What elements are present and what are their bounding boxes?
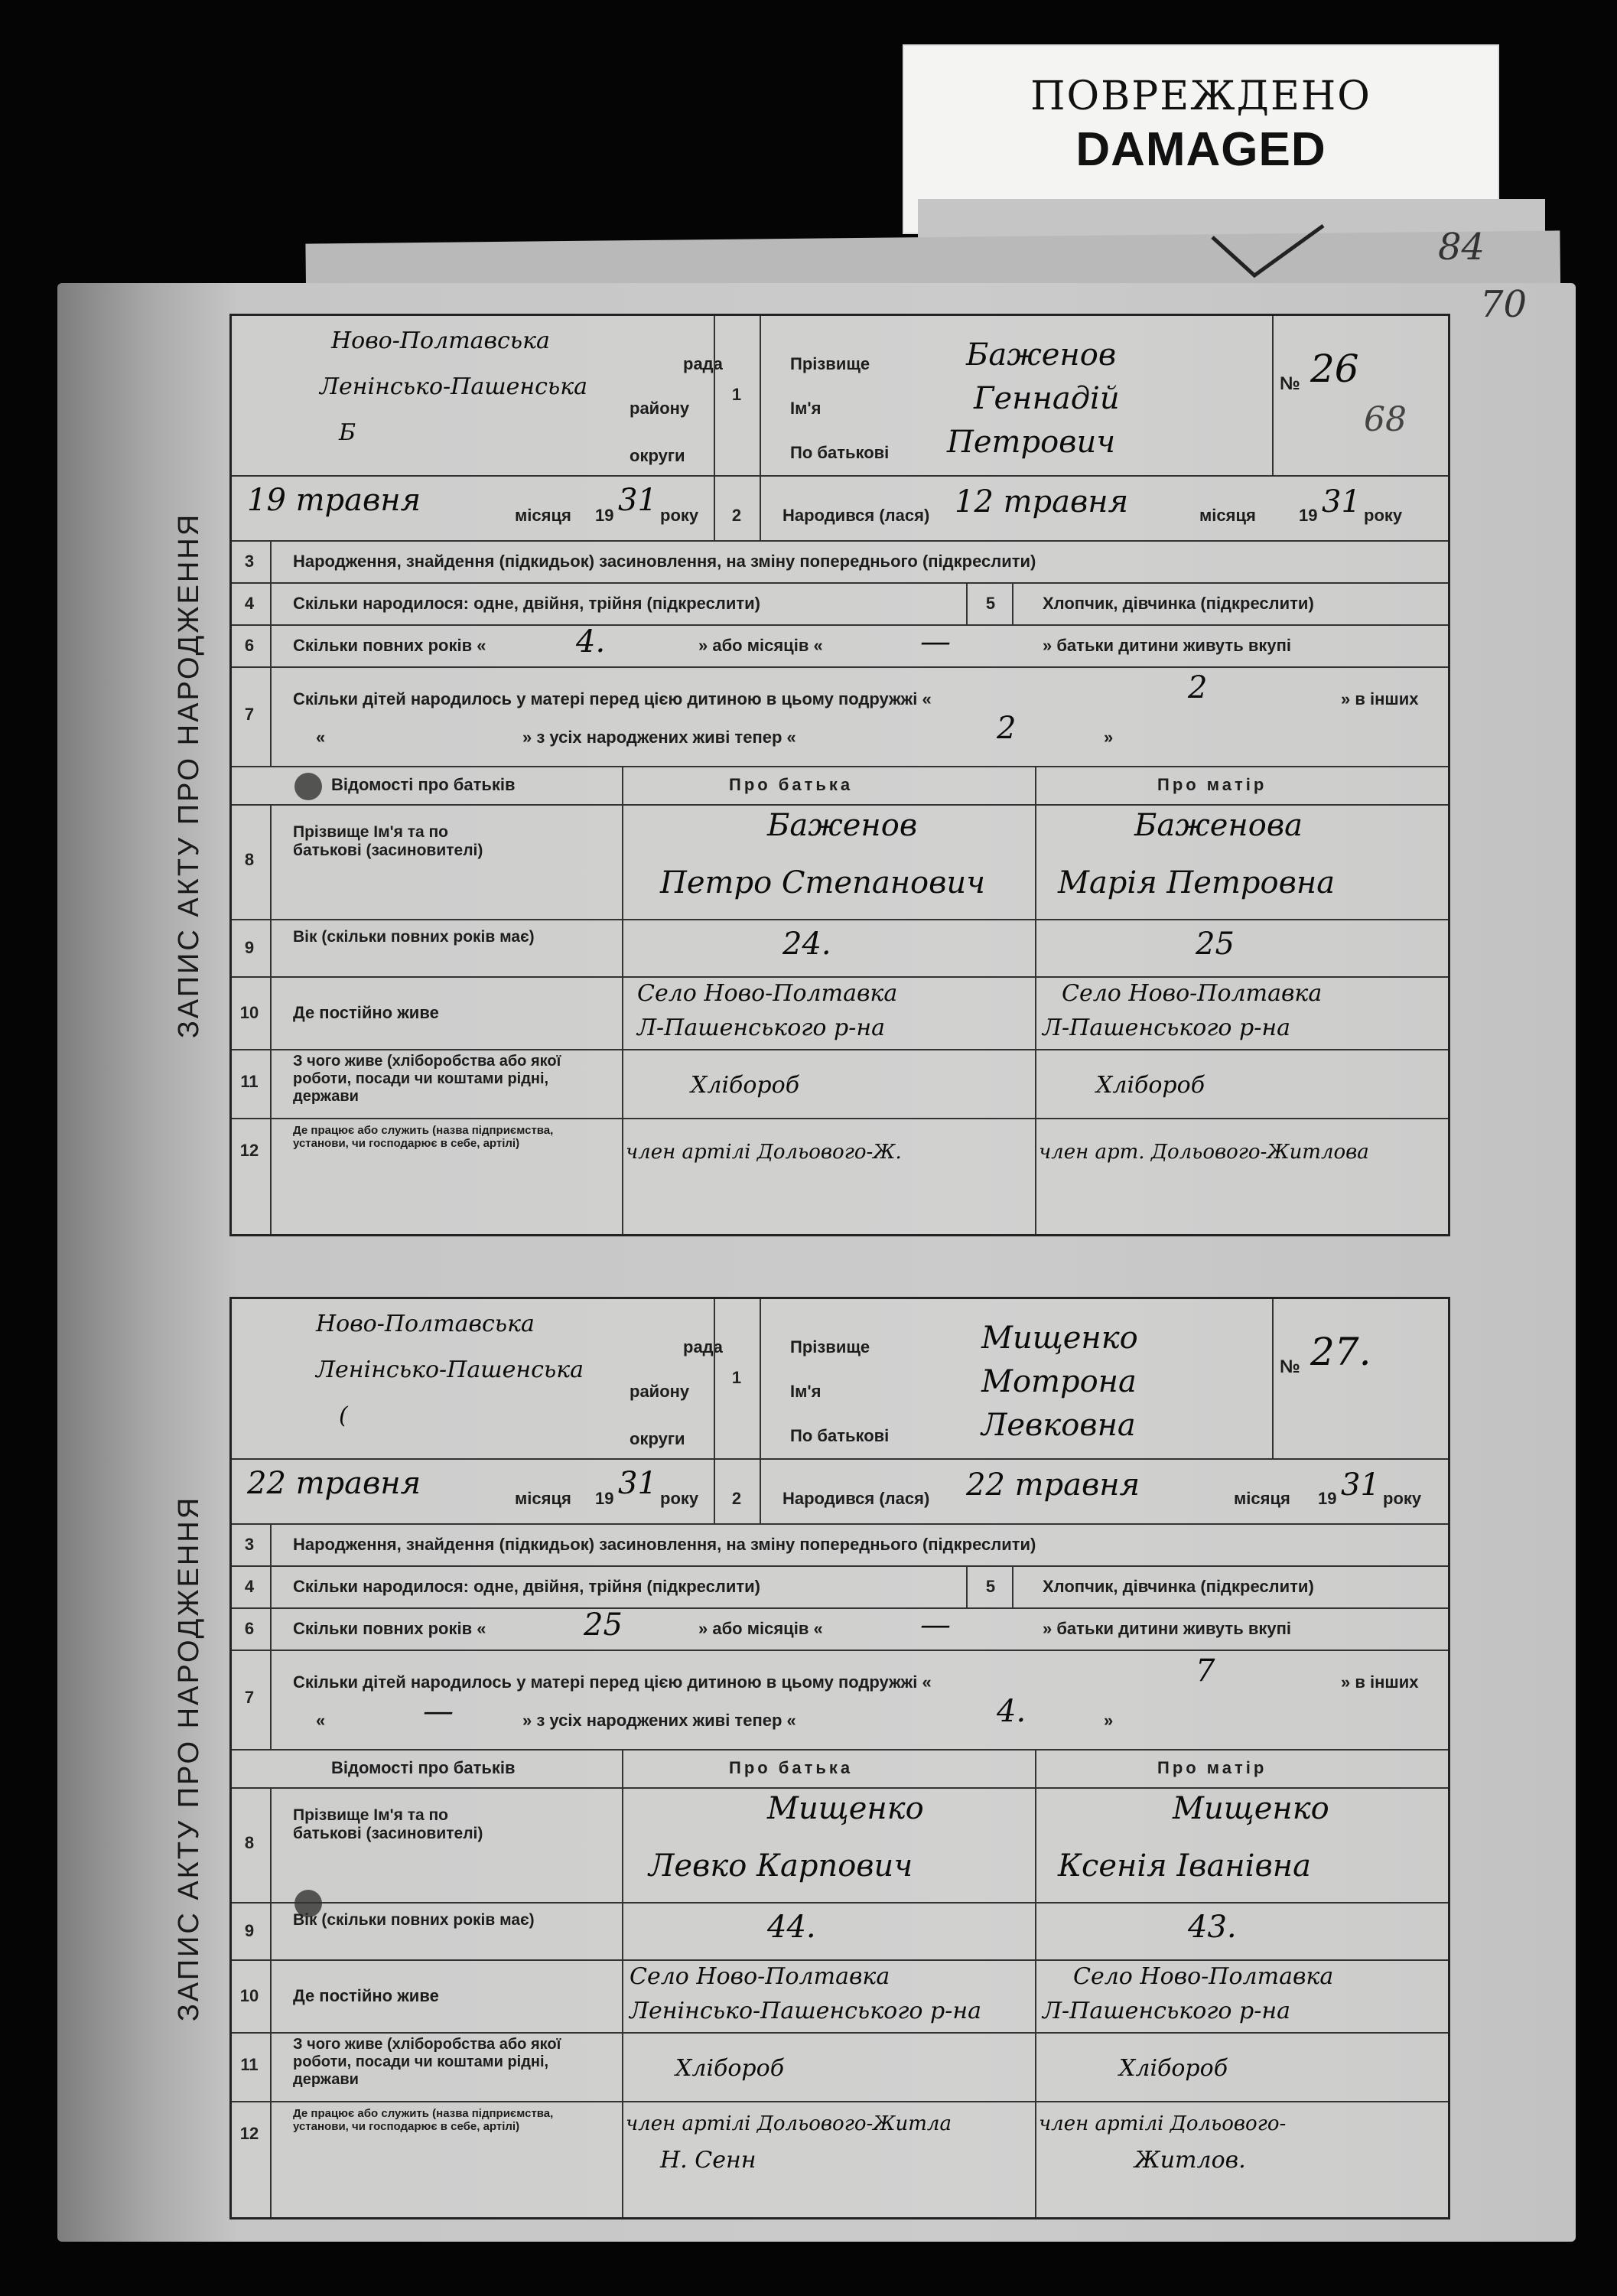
father-address-2: Л-Пашенського р-на bbox=[637, 1014, 886, 1041]
patronymic-label: По батькові bbox=[790, 443, 890, 462]
parents-header-label: Відомості про батьків bbox=[331, 775, 516, 794]
row5-label: Хлопчик, дівчинка (підкреслити) bbox=[1043, 1577, 1314, 1596]
mother-address-1: Село Ново-Полтавка bbox=[1073, 1963, 1334, 1990]
corner-number-bottom: 70 bbox=[1480, 283, 1528, 326]
reg-month: травня bbox=[295, 1466, 421, 1501]
birth-day: 22 bbox=[966, 1467, 1005, 1503]
row9-label: Вік (скільки повних років має) bbox=[293, 928, 535, 946]
row9-label: Вік (скільки повних років має) bbox=[293, 1911, 535, 1929]
year-prefix: 19 bbox=[595, 506, 614, 525]
mother-name: Ксенія Іванівна bbox=[1058, 1848, 1311, 1884]
row6-label-c: » батьки дитини живуть вкупі bbox=[1043, 636, 1292, 655]
row-10: 10 Де постійно живе Село Ново-Полтавка Ленінсько-Пашенського р-на Село Ново-Полтавка Л-Пашенського р-на bbox=[232, 1959, 1448, 2034]
district-value: Ленінсько-Пашенська bbox=[316, 1356, 584, 1383]
row-1: Ново-Полтавська рада Ленінсько-Пашенська району ( округи 1 Прізвище Мищенко Ім'я Мотрона По батькові Левковна № 27. bbox=[232, 1299, 1448, 1460]
council-value: Ново-Полтавська bbox=[316, 1311, 535, 1337]
surname-label: Прізвище bbox=[790, 1337, 870, 1356]
father-name: Петро Степанович bbox=[660, 865, 986, 900]
row12-label: Де працює або служить (назва підприємства, установи, чи господарює в себе, артілі) bbox=[293, 1124, 554, 1151]
record-number: 26 bbox=[1310, 347, 1359, 391]
reg-year: 31 bbox=[618, 1466, 657, 1501]
children-in-marriage: 2 bbox=[1188, 670, 1208, 705]
row-7: 7 Скільки дітей народилось у матері перед цією дитиною в цьому подружжі « 7 » в інших « — » з усіх народжених живі тепер « 4. » bbox=[232, 1650, 1448, 1750]
birth-year: 31 bbox=[1341, 1467, 1380, 1503]
children-in-marriage: 7 bbox=[1196, 1653, 1215, 1689]
reg-year: 31 bbox=[618, 483, 657, 518]
row-6: 6 Скільки повних років « 25 » або місяців « — » батьки дитини живуть вкупі bbox=[232, 1607, 1448, 1651]
years-together: 4. bbox=[576, 624, 606, 659]
row-9: 9 Вік (скільки повних років має) 44. 43. bbox=[232, 1902, 1448, 1961]
row7-label-c: « bbox=[316, 728, 326, 747]
father-signature: Н. Сенн bbox=[660, 2147, 756, 2174]
row-8: 8 Прізвище Ім'я та по батькові (засиновителі) Баженов Петро Степанович Баженова Марія Петровна bbox=[232, 804, 1448, 920]
misyatsya-label: місяця bbox=[515, 1489, 571, 1508]
months-together: — bbox=[920, 624, 951, 659]
patronymic-value: Петрович bbox=[947, 425, 1116, 460]
roku-label: року bbox=[660, 1489, 699, 1508]
mother-header: Про матір bbox=[1157, 775, 1267, 794]
birth-month: травня bbox=[1014, 1467, 1140, 1503]
name-label: Ім'я bbox=[790, 399, 822, 418]
surname-value: Мищенко bbox=[981, 1321, 1138, 1356]
row-2: 19 травня місяця 19 31 року 2 Народився (лася) 12 травня місяця 19 31 року bbox=[232, 475, 1448, 542]
father-livelihood: Хлібороб bbox=[691, 1072, 800, 1099]
misyatsya-label: місяця bbox=[1199, 506, 1256, 525]
mother-age: 43. bbox=[1188, 1910, 1237, 1945]
mother-address-2: Л-Пашенського р-на bbox=[1043, 1014, 1291, 1041]
row-11: 11 З чого живе (хліборобства або якої роботи, посади чи коштами рідні, держави Хлібороб Хлібороб bbox=[232, 2032, 1448, 2102]
row4-label: Скільки народилося: одне, двійня, трійня (підкреслити) bbox=[293, 594, 760, 613]
row-10: 10 Де постійно живе Село Ново-Полтавка Л-Пашенського р-на Село Ново-Полтавка Л-Пашенського р-на bbox=[232, 976, 1448, 1050]
misyatsya-label: місяця bbox=[1234, 1489, 1290, 1508]
mother-livelihood: Хлібороб bbox=[1119, 2055, 1228, 2082]
row12-label: Де працює або служить (назва підприємства, установи, чи господарює в себе, артілі) bbox=[293, 2107, 554, 2134]
mother-surname: Баженова bbox=[1134, 808, 1303, 843]
birth-day: 12 bbox=[955, 484, 994, 519]
row6-label-a: Скільки повних років « bbox=[293, 636, 486, 655]
reg-month: травня bbox=[295, 483, 421, 518]
children-alive: 4. bbox=[997, 1694, 1026, 1729]
row-12: 12 Де працює або служить (назва підприємства, установи, чи господарює в себе, артілі) член артілі Дольового-Ж. член арт. Дольового-Житлова bbox=[232, 1118, 1448, 1234]
row11-label: З чого живе (хліборобства або якої роботи, посади чи коштами рідні, держави bbox=[293, 1053, 561, 1105]
roku-label: року bbox=[1364, 506, 1403, 525]
raionu-label: району bbox=[630, 1382, 690, 1401]
record-number: 27. bbox=[1310, 1330, 1371, 1374]
okrugy-label: округи bbox=[630, 1429, 685, 1448]
father-surname: Мищенко bbox=[767, 1791, 924, 1826]
okrug-value: ( bbox=[339, 1402, 348, 1429]
father-address-1: Село Ново-Полтавка bbox=[630, 1963, 890, 1990]
damaged-label-en: DAMAGED bbox=[1075, 123, 1326, 176]
row-2: 22 травня місяця 19 31 року 2 Народився (лася) 22 травня місяця 19 31 року bbox=[232, 1458, 1448, 1525]
row-1: Ново-Полтавська рада Ленінсько-Пашенська району Б округи 1 Прізвище Баженов Ім'я Геннадій По батькові Петрович № 26 68 bbox=[232, 316, 1448, 477]
row-3: 3 Народження, знайдення (підкидьок) засиновлення, на зміну попереднього (підкреслити) bbox=[232, 540, 1448, 584]
mother-address-1: Село Ново-Полтавка bbox=[1062, 980, 1323, 1007]
roku-label: року bbox=[1383, 1489, 1422, 1508]
corner-number-top: 84 bbox=[1438, 226, 1485, 269]
row7-label-d: » з усіх народжених живі тепер « bbox=[522, 1711, 796, 1730]
okrug-value: Б bbox=[339, 419, 356, 446]
father-header: Про батька bbox=[729, 775, 854, 794]
row-4: 4 Скільки народилося: одне, двійня, трійня (підкреслити) 5 Хлопчик, дівчинка (підкреслити) bbox=[232, 1565, 1448, 1609]
row-12: 12 Де працює або служить (назва підприємства, установи, чи господарює в себе, артілі) член артілі Дольового-Житла Н. Сенн член артілі Дольового- Житлов. bbox=[232, 2101, 1448, 2217]
father-surname: Баженов bbox=[767, 808, 918, 843]
born-label: Народився (лася) bbox=[782, 1489, 930, 1508]
birth-record-2 bbox=[173, 1297, 1450, 2219]
check-mark bbox=[1209, 222, 1331, 283]
row-3: 3 Народження, знайдення (підкидьок) засиновлення, на зміну попереднього (підкреслити) bbox=[232, 1523, 1448, 1567]
surname-value: Баженов bbox=[966, 337, 1117, 373]
born-label: Народився (лася) bbox=[782, 506, 930, 525]
row7-label-e: » bbox=[1104, 1711, 1114, 1730]
children-alive: 2 bbox=[997, 711, 1017, 746]
parents-header bbox=[232, 1749, 1448, 1789]
father-address-2: Ленінсько-Пашенського р-на bbox=[630, 1998, 981, 2024]
mother-name: Марія Петровна bbox=[1058, 865, 1336, 900]
record-number-extra: 68 bbox=[1364, 400, 1407, 439]
parents-header bbox=[232, 766, 1448, 806]
mother-work: член арт. Дольового-Житлова bbox=[1039, 1141, 1369, 1164]
row10-label: Де постійно живе bbox=[293, 1986, 439, 2005]
birth-month: травня bbox=[1003, 484, 1129, 519]
row7-label-a: Скільки дітей народилось у матері перед цією дитиною в цьому подружжі « bbox=[293, 1672, 932, 1692]
year-prefix: 19 bbox=[1318, 1489, 1337, 1508]
row11-label: З чого живе (хліборобства або якої роботи, посади чи коштами рідні, держави bbox=[293, 2036, 561, 2088]
father-livelihood: Хлібороб bbox=[675, 2055, 785, 2082]
father-age: 24. bbox=[782, 927, 831, 962]
months-together: — bbox=[920, 1607, 951, 1643]
roku-label: року bbox=[660, 506, 699, 525]
father-work: член артілі Дольового-Житла bbox=[626, 2112, 952, 2135]
name-value: Мотрона bbox=[981, 1364, 1137, 1399]
father-age: 44. bbox=[767, 1910, 816, 1945]
council-value: Ново-Полтавська bbox=[331, 327, 550, 354]
row5-label: Хлопчик, дівчинка (підкреслити) bbox=[1043, 594, 1314, 613]
mother-header: Про матір bbox=[1157, 1758, 1267, 1777]
row10-label: Де постійно живе bbox=[293, 1003, 439, 1022]
row6-label-a: Скільки повних років « bbox=[293, 1619, 486, 1638]
row7-label-a: Скільки дітей народилось у матері перед цією дитиною в цьому подружжі « bbox=[293, 689, 932, 708]
mother-livelihood: Хлібороб bbox=[1096, 1072, 1205, 1099]
row8-label: Прізвище Ім'я та по батькові (засиновителі) bbox=[293, 1806, 483, 1843]
row7-label-e: » bbox=[1104, 728, 1114, 747]
birth-record-1 bbox=[173, 314, 1450, 1236]
rada-label: рада bbox=[683, 354, 723, 373]
mother-surname: Мищенко bbox=[1173, 1791, 1329, 1826]
year-prefix: 19 bbox=[1299, 506, 1318, 525]
rada-label: рада bbox=[683, 1337, 723, 1356]
patronymic-label: По батькові bbox=[790, 1426, 890, 1445]
row4-label: Скільки народилося: одне, двійня, трійня (підкреслити) bbox=[293, 1577, 760, 1596]
mother-address-2: Л-Пашенського р-на bbox=[1043, 1998, 1291, 2024]
okrugy-label: округи bbox=[630, 446, 685, 465]
parents-header-label: Відомості про батьків bbox=[331, 1758, 516, 1777]
children-other: — bbox=[423, 1694, 454, 1729]
row7-label-b: » в інших bbox=[1341, 1672, 1419, 1692]
name-value: Геннадій bbox=[974, 381, 1120, 416]
row-7: 7 Скільки дітей народилось у матері перед цією дитиною в цьому подружжі « 2 » в інших « » з усіх народжених живі тепер « 2 » bbox=[232, 666, 1448, 767]
number-sign: № bbox=[1280, 373, 1300, 394]
year-prefix: 19 bbox=[595, 1489, 614, 1508]
row7-label-d: » з усіх народжених живі тепер « bbox=[522, 728, 796, 747]
row-11: 11 З чого живе (хліборобства або якої роботи, посади чи коштами рідні, держави Хлібороб Хлібороб bbox=[232, 1049, 1448, 1119]
side-title: ЗАПИС АКТУ ПРО НАРОДЖЕННЯ bbox=[173, 1495, 206, 2021]
district-value: Ленінсько-Пашенська bbox=[320, 373, 588, 400]
surname-label: Прізвище bbox=[790, 354, 870, 373]
row7-label-c: « bbox=[316, 1711, 326, 1730]
row7-label-b: » в інших bbox=[1341, 689, 1419, 708]
reg-day: 19 bbox=[247, 483, 286, 518]
reg-day: 22 bbox=[247, 1466, 286, 1501]
father-address-1: Село Ново-Полтавка bbox=[637, 980, 898, 1007]
father-name: Левко Карпович bbox=[649, 1848, 913, 1884]
row6-label-b: » або місяців « bbox=[698, 1619, 823, 1638]
mother-age: 25 bbox=[1196, 927, 1235, 962]
row8-label: Прізвище Ім'я та по батькові (засиновителі) bbox=[293, 823, 483, 860]
misyatsya-label: місяця bbox=[515, 506, 571, 525]
row-9: 9 Вік (скільки повних років має) 24. 25 bbox=[232, 919, 1448, 978]
damaged-label-ua: ПОВРЕЖДЕНО bbox=[1030, 73, 1371, 119]
row-6: 6 Скільки повних років « 4. » або місяців « — » батьки дитини живуть вкупі bbox=[232, 624, 1448, 668]
row3-label: Народження, знайдення (підкидьок) засиновлення, на зміну попереднього (підкреслити) bbox=[293, 1535, 1036, 1554]
patronymic-value: Левковна bbox=[981, 1408, 1136, 1443]
row-8: 8 Прізвище Ім'я та по батькові (засиновителі) Мищенко Левко Карпович Мищенко Ксенія Іванівна bbox=[232, 1787, 1448, 1904]
row-4: 4 Скільки народилося: одне, двійня, трійня (підкреслити) 5 Хлопчик, дівчинка (підкреслити) bbox=[232, 582, 1448, 626]
number-sign: № bbox=[1280, 1356, 1300, 1377]
raionu-label: району bbox=[630, 399, 690, 418]
name-label: Ім'я bbox=[790, 1382, 822, 1401]
birth-year: 31 bbox=[1322, 484, 1361, 519]
side-title: ЗАПИС АКТУ ПРО НАРОДЖЕННЯ bbox=[173, 512, 206, 1038]
father-work: член артілі Дольового-Ж. bbox=[626, 1141, 902, 1164]
row6-label-c: » батьки дитини живуть вкупі bbox=[1043, 1619, 1292, 1638]
years-together: 25 bbox=[584, 1607, 623, 1643]
row6-label-b: » або місяців « bbox=[698, 636, 823, 655]
mother-work: член артілі Дольового- bbox=[1039, 2112, 1287, 2135]
row3-label: Народження, знайдення (підкидьок) засиновлення, на зміну попереднього (підкреслити) bbox=[293, 552, 1036, 571]
mother-signature: Житлов. bbox=[1134, 2147, 1246, 2174]
father-header: Про батька bbox=[729, 1758, 854, 1777]
